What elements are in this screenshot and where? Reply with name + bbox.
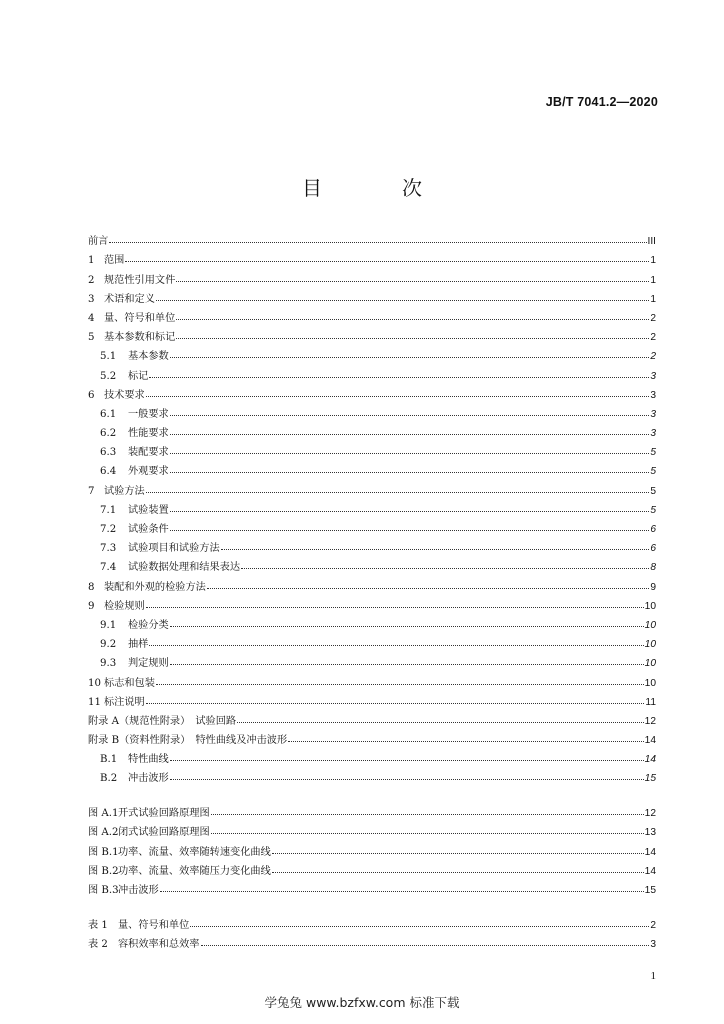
leader-dots [146,396,650,397]
leader-dots [211,814,644,815]
entry-label: 附录 B（资料性附录） 特性曲线及冲击波形 [88,735,288,747]
table-entry[interactable] [88,931,656,950]
entry-number: 图 B.1 [88,846,119,858]
table-entry[interactable] [88,912,656,931]
toc-entry[interactable] [88,573,656,592]
figure-entry[interactable] [88,877,656,896]
toc-entry[interactable] [88,458,656,477]
toc-entry[interactable] [88,266,656,285]
entry-label: 外观要求 [128,466,169,478]
toc-entry[interactable] [88,554,656,573]
entry-number: 4 [88,312,95,324]
toc-entry[interactable] [88,228,656,247]
toc-entry[interactable] [88,497,656,516]
entry-number: 9.3 [100,658,117,670]
toc-entry[interactable] [88,324,656,343]
toc-entry[interactable] [88,305,656,324]
entry-number: 8 [88,581,95,593]
entry-label: 检验规则 [104,600,145,612]
entry-label: 量、符号和单位 [104,312,176,324]
entry-page: 15 [644,884,656,896]
entry-page: 12 [644,808,656,820]
entry-number: 10 [88,677,101,689]
leader-dots [170,453,650,454]
entry-label: 技术要求 [104,389,145,401]
entry-label: 抽样 [128,639,149,651]
leader-dots [170,511,650,512]
entry-number: 7 [88,485,95,497]
entry-page: 1 [650,293,656,305]
toc-entry[interactable] [88,535,656,554]
entry-number: 11 [88,696,101,708]
leader-dots [190,926,649,927]
entry-number: 9.1 [100,619,117,631]
toc-entry[interactable] [88,612,656,631]
table-list [88,912,656,950]
standard-code: JB/T 7041.2—2020 [545,95,658,109]
toc-entry[interactable] [88,708,656,727]
entry-number: 9.2 [100,639,117,651]
entry-page: 14 [644,846,656,858]
toc-entry[interactable] [88,516,656,535]
leader-dots [170,779,644,780]
entry-number: 图 A.2 [88,827,119,839]
toc-entry[interactable] [88,286,656,305]
entry-page: 3 [650,939,656,951]
entry-page: III [647,236,656,248]
leader-dots [170,357,650,358]
entry-label: 容积效率和总效率 [118,939,200,951]
entry-label: 试验数据处理和结果表达 [128,562,241,574]
entry-label: 功率、流量、效率随转速变化曲线 [118,846,271,858]
entry-page: 1 [650,274,656,286]
entry-number: 5.1 [100,351,117,363]
entry-label: 标记 [128,370,149,382]
toc-entry[interactable] [88,650,656,669]
leader-dots [170,760,644,761]
leader-dots [170,530,650,531]
entry-number: 2 [88,274,95,286]
leader-dots [272,853,644,854]
figure-entry[interactable] [88,838,656,857]
entry-number: 图 B.2 [88,865,119,877]
entry-number: 3 [88,293,95,305]
entry-number: 1 [88,255,95,267]
leader-dots [170,664,644,665]
entry-label: 附录 A（规范性附录） 试验回路 [88,715,237,727]
entry-page: 15 [644,773,656,785]
entry-number: 图 A.1 [88,808,119,820]
entry-label: 标注说明 [104,696,145,708]
leader-dots [176,338,649,339]
entry-page: 3 [650,428,656,440]
leader-dots [170,415,650,416]
entry-label: 特性曲线 [128,754,169,766]
entry-number: 5 [88,332,95,344]
entry-page: 6 [650,543,656,555]
entry-page: 14 [644,754,656,766]
entry-label: 范围 [104,255,125,267]
entry-page: 5 [650,466,656,478]
leader-dots [170,434,650,435]
toc-entry[interactable] [88,477,656,496]
entry-label: 判定规则 [128,658,169,670]
leader-dots [288,741,643,742]
page-number: 1 [650,970,656,982]
entry-label: 规范性引用文件 [104,274,176,286]
entry-page: 10 [644,639,656,651]
entry-label: 试验项目和试验方法 [128,543,220,555]
toc-entry[interactable] [88,746,656,765]
toc-entry[interactable] [88,669,656,688]
entry-number: 表 1 [88,920,108,932]
leader-dots [156,684,644,685]
leader-dots [272,872,644,873]
toc-entry[interactable] [88,765,656,784]
entry-page: 6 [650,524,656,535]
toc-entry[interactable] [88,382,656,401]
leader-dots [176,281,649,282]
entry-number: 6.4 [100,466,117,478]
entry-label: 装配要求 [128,447,169,459]
entry-label: 前言 [88,236,109,248]
entry-number: B.2 [100,773,118,785]
entry-number: 6.2 [100,428,117,440]
entry-page: 2 [650,312,656,324]
leader-dots [211,833,644,834]
entry-label: 冲击波形 [128,773,169,785]
toc-entry[interactable] [88,439,656,458]
entry-number: 6.3 [100,447,117,459]
entry-page: 8 [650,562,656,574]
entry-label: 开式试验回路原理图 [118,808,210,820]
figure-entry[interactable] [88,819,656,838]
entry-label: 量、符号和单位 [118,920,190,932]
entry-number: 7.1 [100,504,117,516]
entry-page: 13 [644,827,656,839]
entry-page: 14 [644,865,656,877]
entry-label: 功率、流量、效率随压力变化曲线 [118,865,271,877]
leader-dots [146,703,645,704]
entry-number: 7.3 [100,543,117,555]
entry-number: 7.4 [100,562,117,574]
leader-dots [176,319,649,320]
entry-label: 标志和包装 [104,677,155,689]
toc-entry[interactable] [88,247,656,266]
entry-label: 基本参数 [128,351,169,363]
leader-dots [170,472,650,473]
leader-dots [146,607,644,608]
entry-number: 6 [88,389,95,401]
watermark: 学兔兔 www.bzfxw.com 标准下载 [264,995,460,1010]
leader-dots [149,377,649,378]
leader-dots [170,626,644,627]
entry-number: 7.2 [100,524,117,535]
leader-dots [109,242,646,243]
entry-page: 2 [650,920,656,932]
figure-entry[interactable] [88,858,656,877]
entry-number: 9 [88,600,95,612]
entry-label: 闭式试验回路原理图 [118,827,210,839]
entry-label: 基本参数和标记 [104,332,176,344]
entry-page: 12 [644,715,656,727]
toc-entry[interactable] [88,727,656,746]
entry-page: 10 [644,619,656,631]
entry-page: 3 [650,370,656,382]
entry-label: 检验分类 [128,619,169,631]
entry-number: 图 B.3 [88,884,119,896]
figure-entry[interactable] [88,800,656,819]
entry-number: 5.2 [100,370,117,382]
figure-list [88,800,656,896]
leader-dots [160,891,644,892]
leader-dots [207,588,649,589]
toc-entry[interactable] [88,401,656,420]
entry-label: 术语和定义 [104,293,155,305]
leader-dots [237,722,644,723]
toc-list [88,228,656,784]
toc-entry[interactable] [88,631,656,650]
toc-entry[interactable] [88,420,656,439]
entry-page: 5 [650,447,656,459]
entry-page: 10 [644,677,656,689]
toc-entry[interactable] [88,362,656,381]
entry-page: 14 [644,735,656,747]
entry-label: 性能要求 [128,428,169,440]
entry-page: 2 [650,351,656,363]
entry-number: 6.1 [100,408,117,420]
entry-number: 表 2 [88,939,108,951]
entry-page: 5 [650,485,656,497]
leader-dots [241,568,649,569]
entry-page: 10 [644,600,656,612]
leader-dots [201,945,650,946]
entry-page: 1 [650,255,656,267]
entry-number: B.1 [100,754,118,766]
entry-label: 试验条件 [128,524,169,535]
entry-page: 2 [650,332,656,344]
toc-entry[interactable] [88,593,656,612]
entry-page: 3 [650,408,656,420]
leader-dots [146,492,650,493]
toc-entry[interactable] [88,343,656,362]
toc-entry[interactable] [88,689,656,708]
entry-label: 一般要求 [128,408,169,420]
leader-dots [149,645,643,646]
entry-label: 试验方法 [104,485,145,497]
entry-page: 9 [650,581,656,593]
leader-dots [221,549,650,550]
entry-label: 装配和外观的检验方法 [104,581,206,593]
entry-page: 10 [644,658,656,670]
leader-dots [156,300,649,301]
entry-label: 试验装置 [128,504,169,516]
entry-page: 5 [650,504,656,516]
entry-label: 冲击波形 [118,884,159,896]
page-title: 目 次 [302,176,452,200]
entry-page: 11 [645,696,656,708]
entry-page: 3 [650,389,656,401]
leader-dots [125,261,649,262]
